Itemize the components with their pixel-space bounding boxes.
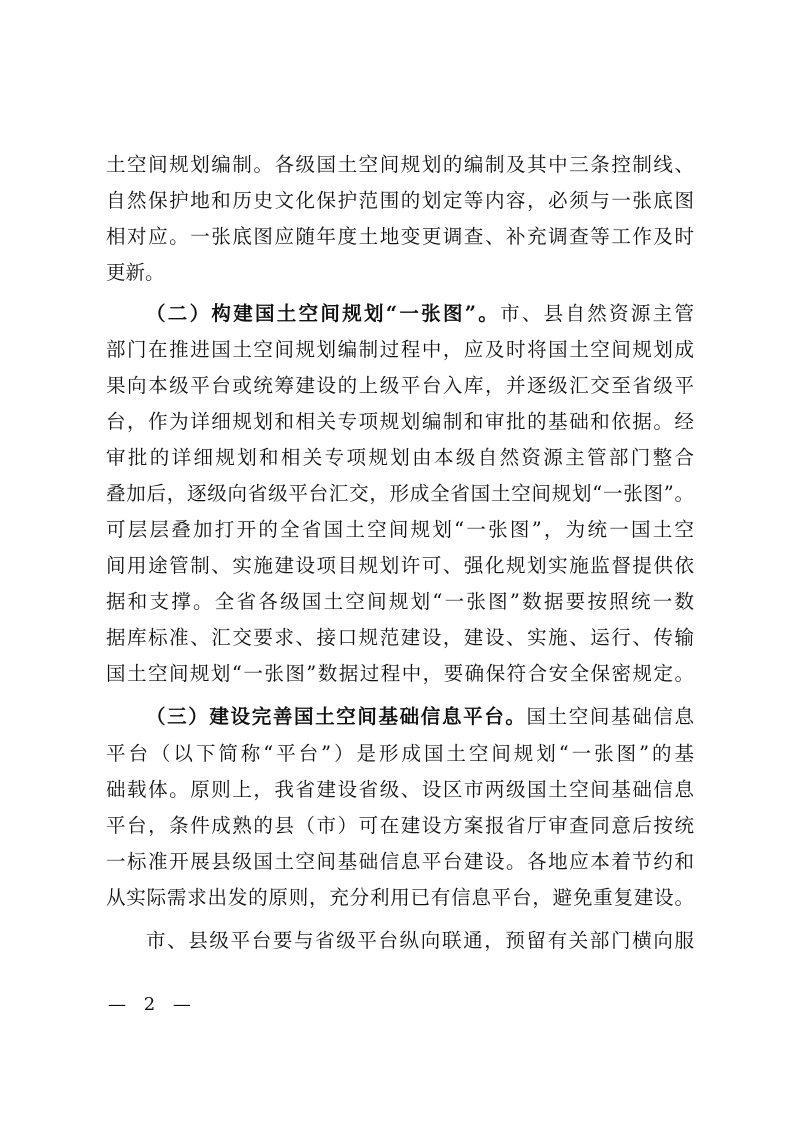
paragraph-2-line-3: 果向本级平台或统筹建设的上级平台入库，并逐级汇交至省级平 — [106, 374, 694, 397]
paragraph-3-line-3: 础载体。原则上，我省建设省级、设区市两级国土空间基础信息 — [106, 778, 694, 801]
paragraph-2-line-8: 间用途管制、实施建设项目规划许可、强化规划实施监督提供依 — [106, 554, 694, 577]
paragraph-2-line-5: 审批的详细规划和相关专项规划由本级自然资源主管部门整合 — [106, 446, 694, 469]
paragraph-3-line-6: 从实际需求出发的原则，充分利用已有信息平台，避免重复建设。 — [106, 886, 694, 909]
paragraph-2-first-line-text: 市、县自然资源主管 — [500, 302, 694, 325]
paragraph-2-line-7: 可层层叠加打开的全省国土空间规划“一张图”，为统一国土空 — [106, 518, 694, 541]
paragraph-2-line-6: 叠加后，逐级向省级平台汇交，形成全省国土空间规划“一张图”。 — [106, 482, 694, 505]
paragraph-4-line-1: 市、县级平台要与省级平台纵向联通，预留有关部门横向服 — [146, 929, 694, 952]
paragraph-2-heading: （二）构建国土空间规划“一张图”。 — [146, 302, 501, 325]
paragraph-3-line-4: 平台，条件成熟的县（市）可在建设方案报省厅审查同意后按统 — [106, 814, 694, 837]
paragraph-2-line-2: 部门在推进国土空间规划编制过程中，应及时将国土空间规划成 — [106, 338, 694, 361]
paragraph-1-line-4: 更新。 — [106, 261, 165, 284]
paragraph-1-line-2: 自然保护地和历史文化保护范围的划定等内容，必须与一张底图 — [106, 189, 694, 212]
paragraph-2-line-9: 据和支撑。全省各级国土空间规划“一张图”数据要按照统一数 — [106, 590, 694, 613]
paragraph-2-line-11: 国土空间规划“一张图”数据过程中，要确保符合安全保密规定。 — [106, 662, 694, 685]
paragraph-3-line-5: 一标准开展县级国土空间基础信息平台建设。各地应本着节约和 — [106, 850, 694, 873]
paragraph-3-heading: （三）建设完善国土空间基础信息平台。 — [146, 705, 527, 728]
paragraph-2-line-1 — [146, 296, 694, 332]
paragraph-2-line-10: 据库标准、汇交要求、接口规范建设，建设、实施、运行、传输 — [106, 626, 694, 649]
paragraph-3-line-2: 平台（以下简称“平台”）是形成国土空间规划“一张图”的基 — [106, 742, 694, 765]
page-number: — 2 — — [108, 994, 197, 1015]
paragraph-1-line-1: 土空间规划编制。各级国土空间规划的编制及其中三条控制线、 — [106, 153, 694, 176]
paragraph-3-first-line-text: 国土空间基础信息 — [526, 705, 694, 728]
paragraph-2-line-4: 台，作为详细规划和相关专项规划编制和审批的基础和依据。经 — [106, 410, 694, 433]
paragraph-3-line-1 — [146, 699, 694, 735]
paragraph-1-line-3: 相对应。一张底图应随年度土地变更调查、补充调查等工作及时 — [106, 225, 694, 248]
